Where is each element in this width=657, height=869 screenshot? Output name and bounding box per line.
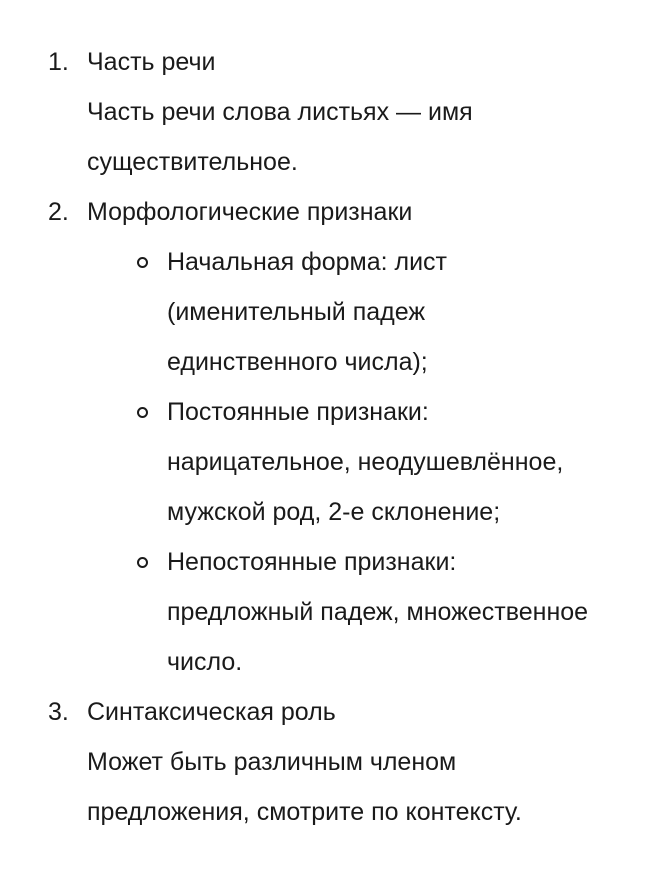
item-heading: Синтаксическая роль bbox=[87, 698, 336, 726]
bullet-text-line: предложный падеж, множественное bbox=[167, 598, 589, 626]
bullet-circle-icon bbox=[137, 257, 148, 268]
bullet-circle-icon bbox=[137, 407, 148, 418]
item-text-line: Часть речи слова листьях — имя bbox=[87, 98, 473, 126]
item-heading: Морфологические признаки bbox=[87, 198, 413, 226]
bullet-text-line: нарицательное, неодушевлённое, bbox=[167, 448, 564, 476]
item-text-line: Может быть различным членом bbox=[87, 748, 457, 776]
bullet-item-initial-form bbox=[0, 237, 657, 387]
bullet-text-line: Непостоянные признаки: bbox=[167, 548, 457, 576]
item-number: 3. bbox=[48, 698, 69, 726]
bullet-item-constant-features bbox=[0, 387, 657, 537]
item-number: 1. bbox=[48, 48, 69, 76]
item-number: 2. bbox=[48, 198, 69, 226]
item-text-line: предложения, смотрите по контексту. bbox=[87, 798, 522, 826]
list-item-syntactic-role bbox=[0, 687, 657, 837]
item-heading: Часть речи bbox=[87, 48, 216, 76]
list-item-morphological-features bbox=[0, 187, 657, 687]
bullet-text-line: (именительный падеж bbox=[167, 298, 426, 326]
item-text-line: существительное. bbox=[87, 148, 298, 176]
bullet-text-line: Начальная форма: лист bbox=[167, 248, 448, 276]
list-item-part-of-speech bbox=[0, 37, 657, 187]
bullet-text-line: единственного числа); bbox=[167, 348, 428, 376]
bullet-text-line: мужской род, 2-е склонение; bbox=[167, 498, 501, 526]
bullet-text-line: Постоянные признаки: bbox=[167, 398, 429, 426]
bullet-text-line: число. bbox=[167, 648, 243, 676]
bullet-item-variable-features bbox=[0, 537, 657, 687]
morphological-analysis bbox=[0, 37, 657, 837]
bullet-circle-icon bbox=[137, 557, 148, 568]
